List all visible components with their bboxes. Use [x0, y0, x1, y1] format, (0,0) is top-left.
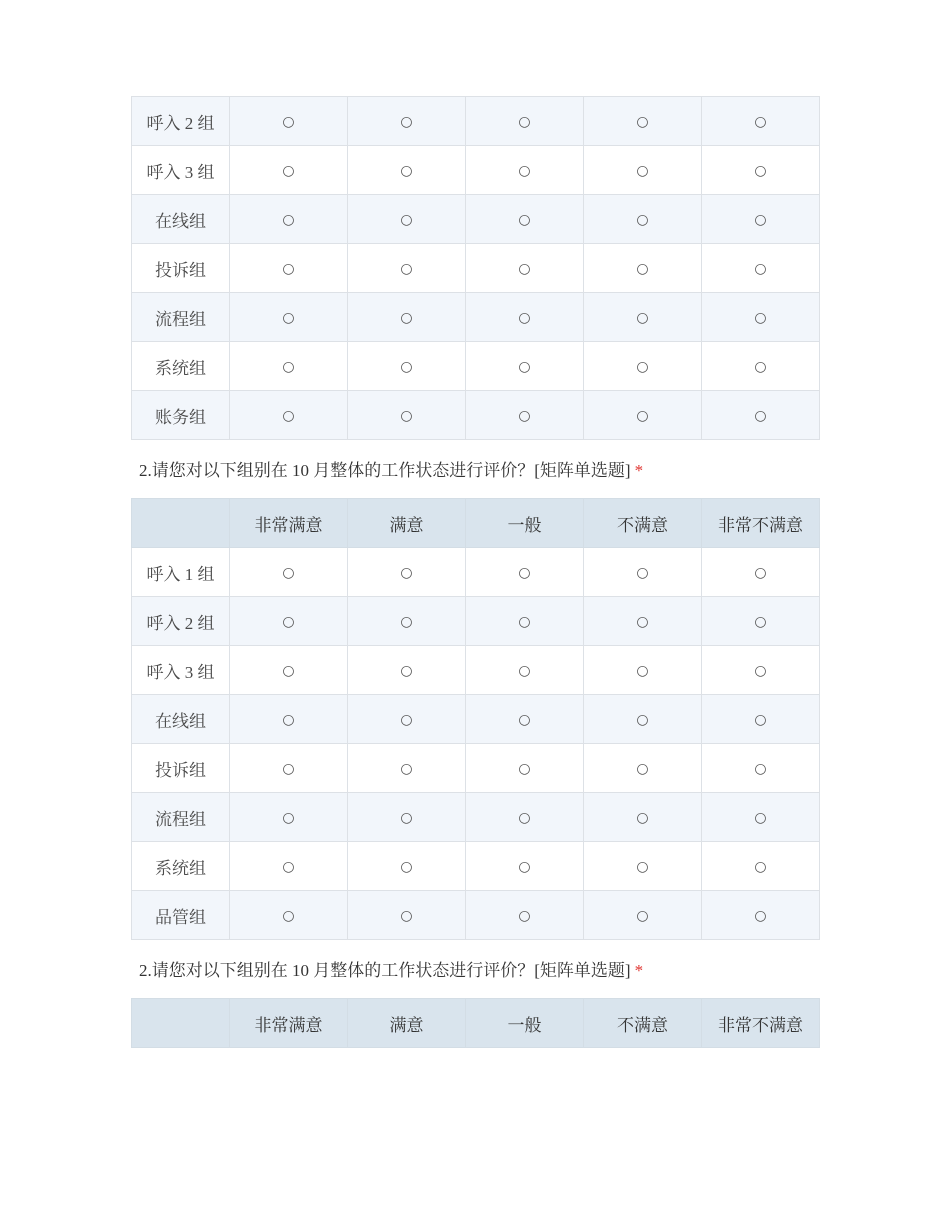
radio-button[interactable]: ○: [518, 663, 531, 679]
radio-cell[interactable]: [702, 146, 820, 195]
radio-cell[interactable]: [702, 695, 820, 744]
row-label: 呼入 1 组: [132, 548, 230, 597]
radio-button[interactable]: ○: [518, 261, 531, 277]
radio-cell[interactable]: [702, 793, 820, 842]
row-label: 投诉组: [132, 244, 230, 293]
radio-button[interactable]: ○: [754, 663, 767, 679]
matrix-table-2-body: [132, 548, 820, 940]
question-text: 2.请您对以下组别在 10 月整体的工作状态进行评价？[矩阵单选题]: [139, 461, 631, 480]
radio-button[interactable]: ○: [518, 212, 531, 228]
column-header: 不满意: [584, 999, 702, 1048]
radio-cell[interactable]: [702, 97, 820, 146]
radio-button[interactable]: ○: [282, 565, 295, 581]
radio-cell[interactable]: [584, 244, 702, 293]
column-header: 一般: [466, 499, 584, 548]
radio-cell[interactable]: [584, 793, 702, 842]
row-label: 流程组: [132, 293, 230, 342]
radio-cell[interactable]: [348, 793, 466, 842]
radio-button[interactable]: ○: [400, 908, 413, 924]
radio-cell[interactable]: [466, 793, 584, 842]
column-header: 非常不满意: [702, 499, 820, 548]
radio-button[interactable]: ○: [400, 163, 413, 179]
radio-cell[interactable]: [230, 891, 348, 940]
matrix-row: [132, 597, 820, 646]
radio-cell[interactable]: [702, 597, 820, 646]
radio-cell[interactable]: [348, 342, 466, 391]
row-label: 在线组: [132, 195, 230, 244]
row-label: 账务组: [132, 391, 230, 440]
radio-cell[interactable]: [466, 891, 584, 940]
radio-button[interactable]: ○: [754, 908, 767, 924]
radio-button[interactable]: ○: [282, 614, 295, 630]
row-label: 呼入 2 组: [132, 597, 230, 646]
radio-cell[interactable]: [584, 97, 702, 146]
row-label: 流程组: [132, 793, 230, 842]
radio-cell[interactable]: [584, 391, 702, 440]
radio-button[interactable]: ○: [636, 761, 649, 777]
radio-button[interactable]: ○: [400, 859, 413, 875]
radio-cell[interactable]: [702, 744, 820, 793]
radio-cell[interactable]: [466, 342, 584, 391]
radio-button[interactable]: ○: [754, 810, 767, 826]
radio-button[interactable]: ○: [518, 859, 531, 875]
radio-cell[interactable]: [702, 293, 820, 342]
matrix-table-3: [131, 998, 820, 1048]
radio-button[interactable]: ○: [518, 810, 531, 826]
radio-button[interactable]: ○: [282, 212, 295, 228]
question-text: 2.请您对以下组别在 10 月整体的工作状态进行评价？[矩阵单选题]: [139, 961, 631, 980]
matrix-header-row: [132, 499, 820, 548]
column-header: 不满意: [584, 499, 702, 548]
radio-cell[interactable]: [584, 695, 702, 744]
radio-cell[interactable]: [230, 842, 348, 891]
radio-cell[interactable]: [466, 391, 584, 440]
radio-cell[interactable]: [584, 548, 702, 597]
radio-button[interactable]: ○: [754, 359, 767, 375]
radio-button[interactable]: ○: [282, 908, 295, 924]
radio-button[interactable]: ○: [636, 212, 649, 228]
matrix-row: [132, 342, 820, 391]
radio-button[interactable]: ○: [282, 359, 295, 375]
radio-cell[interactable]: [466, 842, 584, 891]
radio-button[interactable]: ○: [518, 712, 531, 728]
row-label: 品管组: [132, 891, 230, 940]
radio-cell[interactable]: [466, 195, 584, 244]
radio-button[interactable]: ○: [400, 261, 413, 277]
radio-button[interactable]: ○: [754, 614, 767, 630]
radio-cell[interactable]: [584, 646, 702, 695]
matrix-row: [132, 146, 820, 195]
matrix-row: [132, 744, 820, 793]
radio-button[interactable]: ○: [518, 908, 531, 924]
radio-cell[interactable]: [348, 744, 466, 793]
radio-cell[interactable]: [230, 793, 348, 842]
radio-cell[interactable]: [230, 744, 348, 793]
radio-cell[interactable]: [348, 597, 466, 646]
matrix-row: [132, 695, 820, 744]
matrix-row: [132, 97, 820, 146]
radio-cell[interactable]: [702, 391, 820, 440]
radio-cell[interactable]: [230, 695, 348, 744]
radio-button[interactable]: ○: [282, 663, 295, 679]
radio-cell[interactable]: [466, 146, 584, 195]
radio-button[interactable]: ○: [754, 261, 767, 277]
matrix-table-1: [131, 96, 820, 440]
radio-button[interactable]: ○: [400, 565, 413, 581]
radio-cell[interactable]: [348, 244, 466, 293]
radio-cell[interactable]: [584, 891, 702, 940]
radio-button[interactable]: ○: [636, 114, 649, 130]
radio-cell[interactable]: [584, 146, 702, 195]
matrix-row: [132, 548, 820, 597]
radio-button[interactable]: ○: [636, 359, 649, 375]
radio-button[interactable]: ○: [282, 810, 295, 826]
required-marker: *: [634, 961, 644, 980]
radio-button[interactable]: ○: [754, 163, 767, 179]
radio-cell[interactable]: [584, 842, 702, 891]
radio-cell[interactable]: [584, 342, 702, 391]
radio-cell[interactable]: [348, 146, 466, 195]
column-header: 非常不满意: [702, 999, 820, 1048]
radio-cell[interactable]: [230, 548, 348, 597]
radio-button[interactable]: ○: [282, 163, 295, 179]
radio-cell[interactable]: [230, 195, 348, 244]
radio-cell[interactable]: [348, 695, 466, 744]
radio-cell[interactable]: [584, 195, 702, 244]
radio-cell[interactable]: [466, 293, 584, 342]
survey-page: [131, 96, 820, 1048]
radio-cell[interactable]: [348, 97, 466, 146]
radio-button[interactable]: ○: [518, 114, 531, 130]
question-title: [131, 940, 820, 998]
radio-cell[interactable]: [230, 146, 348, 195]
radio-cell[interactable]: [466, 646, 584, 695]
radio-cell[interactable]: [230, 244, 348, 293]
matrix-header-row: [132, 999, 820, 1048]
radio-button[interactable]: ○: [636, 261, 649, 277]
column-header: 非常满意: [230, 499, 348, 548]
matrix-table-1-body: [132, 97, 820, 440]
radio-button[interactable]: ○: [636, 163, 649, 179]
radio-cell[interactable]: [466, 744, 584, 793]
row-label: 呼入 3 组: [132, 646, 230, 695]
matrix-row: [132, 842, 820, 891]
radio-cell[interactable]: [348, 548, 466, 597]
radio-button[interactable]: ○: [636, 565, 649, 581]
row-label: 在线组: [132, 695, 230, 744]
radio-button[interactable]: ○: [636, 908, 649, 924]
matrix-table-2: [131, 498, 820, 940]
radio-cell[interactable]: [584, 744, 702, 793]
radio-cell[interactable]: [230, 293, 348, 342]
radio-button[interactable]: ○: [754, 212, 767, 228]
radio-button[interactable]: ○: [282, 859, 295, 875]
radio-cell[interactable]: [348, 391, 466, 440]
radio-button[interactable]: ○: [400, 359, 413, 375]
radio-button[interactable]: ○: [754, 761, 767, 777]
radio-button[interactable]: ○: [636, 712, 649, 728]
column-header: 满意: [348, 999, 466, 1048]
radio-button[interactable]: ○: [518, 408, 531, 424]
radio-button[interactable]: ○: [400, 114, 413, 130]
required-marker: *: [634, 461, 644, 480]
radio-button[interactable]: ○: [754, 565, 767, 581]
radio-cell[interactable]: [466, 244, 584, 293]
column-header: 满意: [348, 499, 466, 548]
radio-cell[interactable]: [348, 646, 466, 695]
radio-cell[interactable]: [584, 293, 702, 342]
matrix-row: [132, 793, 820, 842]
radio-button[interactable]: ○: [518, 310, 531, 326]
radio-button[interactable]: ○: [282, 408, 295, 424]
radio-cell[interactable]: [230, 646, 348, 695]
row-label: 系统组: [132, 842, 230, 891]
radio-button[interactable]: ○: [754, 114, 767, 130]
radio-button[interactable]: ○: [518, 359, 531, 375]
column-header: 一般: [466, 999, 584, 1048]
radio-cell[interactable]: [466, 597, 584, 646]
radio-button[interactable]: ○: [636, 310, 649, 326]
radio-button[interactable]: ○: [636, 614, 649, 630]
radio-cell[interactable]: [466, 695, 584, 744]
radio-button[interactable]: ○: [400, 810, 413, 826]
radio-button[interactable]: ○: [518, 614, 531, 630]
radio-cell[interactable]: [702, 244, 820, 293]
matrix-row: [132, 244, 820, 293]
radio-cell[interactable]: [230, 391, 348, 440]
radio-button[interactable]: ○: [518, 565, 531, 581]
radio-cell[interactable]: [348, 195, 466, 244]
column-header: 非常满意: [230, 999, 348, 1048]
radio-button[interactable]: ○: [636, 408, 649, 424]
radio-button[interactable]: ○: [282, 712, 295, 728]
radio-button[interactable]: ○: [400, 614, 413, 630]
row-label: 系统组: [132, 342, 230, 391]
radio-button[interactable]: ○: [282, 114, 295, 130]
radio-button[interactable]: ○: [400, 663, 413, 679]
header-corner-cell: [132, 999, 230, 1048]
radio-cell[interactable]: [702, 342, 820, 391]
radio-button[interactable]: ○: [636, 663, 649, 679]
radio-cell[interactable]: [702, 548, 820, 597]
radio-button[interactable]: ○: [754, 408, 767, 424]
radio-button[interactable]: ○: [400, 712, 413, 728]
row-label: 投诉组: [132, 744, 230, 793]
radio-cell[interactable]: [466, 548, 584, 597]
radio-button[interactable]: ○: [400, 310, 413, 326]
radio-cell[interactable]: [702, 195, 820, 244]
radio-cell[interactable]: [584, 597, 702, 646]
radio-button[interactable]: ○: [754, 310, 767, 326]
radio-cell[interactable]: [348, 293, 466, 342]
matrix-row: [132, 293, 820, 342]
radio-cell[interactable]: [348, 842, 466, 891]
radio-button[interactable]: ○: [400, 212, 413, 228]
radio-button[interactable]: ○: [400, 761, 413, 777]
radio-cell[interactable]: [348, 891, 466, 940]
radio-button[interactable]: ○: [636, 859, 649, 875]
radio-button[interactable]: ○: [754, 859, 767, 875]
radio-button[interactable]: ○: [636, 810, 649, 826]
radio-cell[interactable]: [230, 97, 348, 146]
radio-button[interactable]: ○: [282, 261, 295, 277]
radio-button[interactable]: ○: [282, 310, 295, 326]
matrix-row: [132, 646, 820, 695]
row-label: 呼入 3 组: [132, 146, 230, 195]
radio-cell[interactable]: [230, 342, 348, 391]
header-corner-cell: [132, 499, 230, 548]
matrix-row: [132, 391, 820, 440]
row-label: 呼入 2 组: [132, 97, 230, 146]
radio-button[interactable]: ○: [518, 163, 531, 179]
radio-cell[interactable]: [230, 597, 348, 646]
matrix-row: [132, 891, 820, 940]
radio-cell[interactable]: [466, 97, 584, 146]
radio-button[interactable]: ○: [282, 761, 295, 777]
radio-cell[interactable]: [702, 842, 820, 891]
radio-button[interactable]: ○: [400, 408, 413, 424]
radio-button[interactable]: ○: [754, 712, 767, 728]
radio-cell[interactable]: [702, 891, 820, 940]
matrix-row: [132, 195, 820, 244]
radio-button[interactable]: ○: [518, 761, 531, 777]
radio-cell[interactable]: [702, 646, 820, 695]
question-title: [131, 440, 820, 498]
